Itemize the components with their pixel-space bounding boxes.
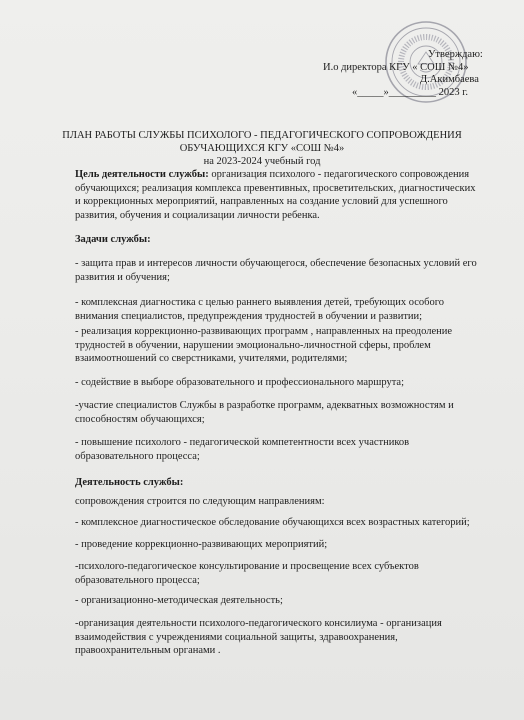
task-item: - комплексная диагностика с целью раннего выявления детей, требующих особого внимания специалистов, предупреждения трудностей в обучении и развитии; — [75, 297, 445, 322]
activity-item: - комплексное диагностическое обследование обучающихся всех возрастных категорий; — [75, 517, 470, 528]
approval-date: «_____»_________ 2023 г. — [352, 87, 468, 98]
task-item: - защита прав и интересов личности обучающегося, обеспечение безопасных условий его развития и обучения; — [75, 258, 477, 283]
document-title: ПЛАН РАБОТЫ СЛУЖБЫ ПСИХОЛОГО - ПЕДАГОГИЧЕСКОГО СОПРОВОЖДЕНИЯ — [62, 130, 462, 141]
approval-position: И.о директора КГУ « СОШ №4» — [323, 62, 469, 73]
goal-paragraph — [75, 168, 480, 222]
activity-item: -организация деятельности психолого-педагогического консилиума - организация взаимодействия с учреждениями социальной защиты, здравоохранения, правоохранительным органами . — [75, 618, 442, 656]
approval-signatory: Д.Акимбаева — [420, 74, 479, 85]
task-item: -участие специалистов Службы в разработке программ, адекватных возможностям и способностям обучающихся; — [75, 400, 454, 425]
document-subtitle: на 2023-2024 учебный год — [203, 156, 321, 167]
tasks-heading: Задачи службы: — [75, 234, 151, 245]
activity-item: - организационно-методическая деятельность; — [75, 595, 283, 606]
goal-text: организация психолого - педагогического сопровождения обучающихся; реализация комплекса превентивных, просветительских, диагностических и коррекционных мероприятий, направленных на создание условий для успешного развития, обучения и социализации личности ребенка. — [75, 169, 476, 221]
document-title-line2: ОБУЧАЮЩИХСЯ КГУ «СОШ №4» — [179, 143, 345, 154]
task-item: - содействие в выборе образовательного и профессионального маршрута; — [75, 377, 404, 388]
activity-intro: сопровождения строится по следующим направлениям: — [75, 496, 325, 507]
task-item: - реализация коррекционно-развивающих программ , направленных на преодоление трудностей в обучении, нарушении эмоционально-личностной сферы, проблем взаимоотношений со сверстниками, учителями, родителями; — [75, 326, 453, 364]
approval-label: Утверждаю: — [428, 49, 483, 60]
goal-label: Цель деятельности службы: — [75, 169, 209, 180]
activity-item: -психолого-педагогическое консультирование и просвещение всех субъектов образовательного процесса; — [75, 561, 419, 586]
activity-item: - проведение коррекционно-развивающих мероприятий; — [75, 539, 328, 550]
activity-heading: Деятельность службы: — [75, 477, 184, 488]
task-item: - повышение психолого - педагогической компетентности всех участников образовательного процесса; — [75, 437, 410, 462]
